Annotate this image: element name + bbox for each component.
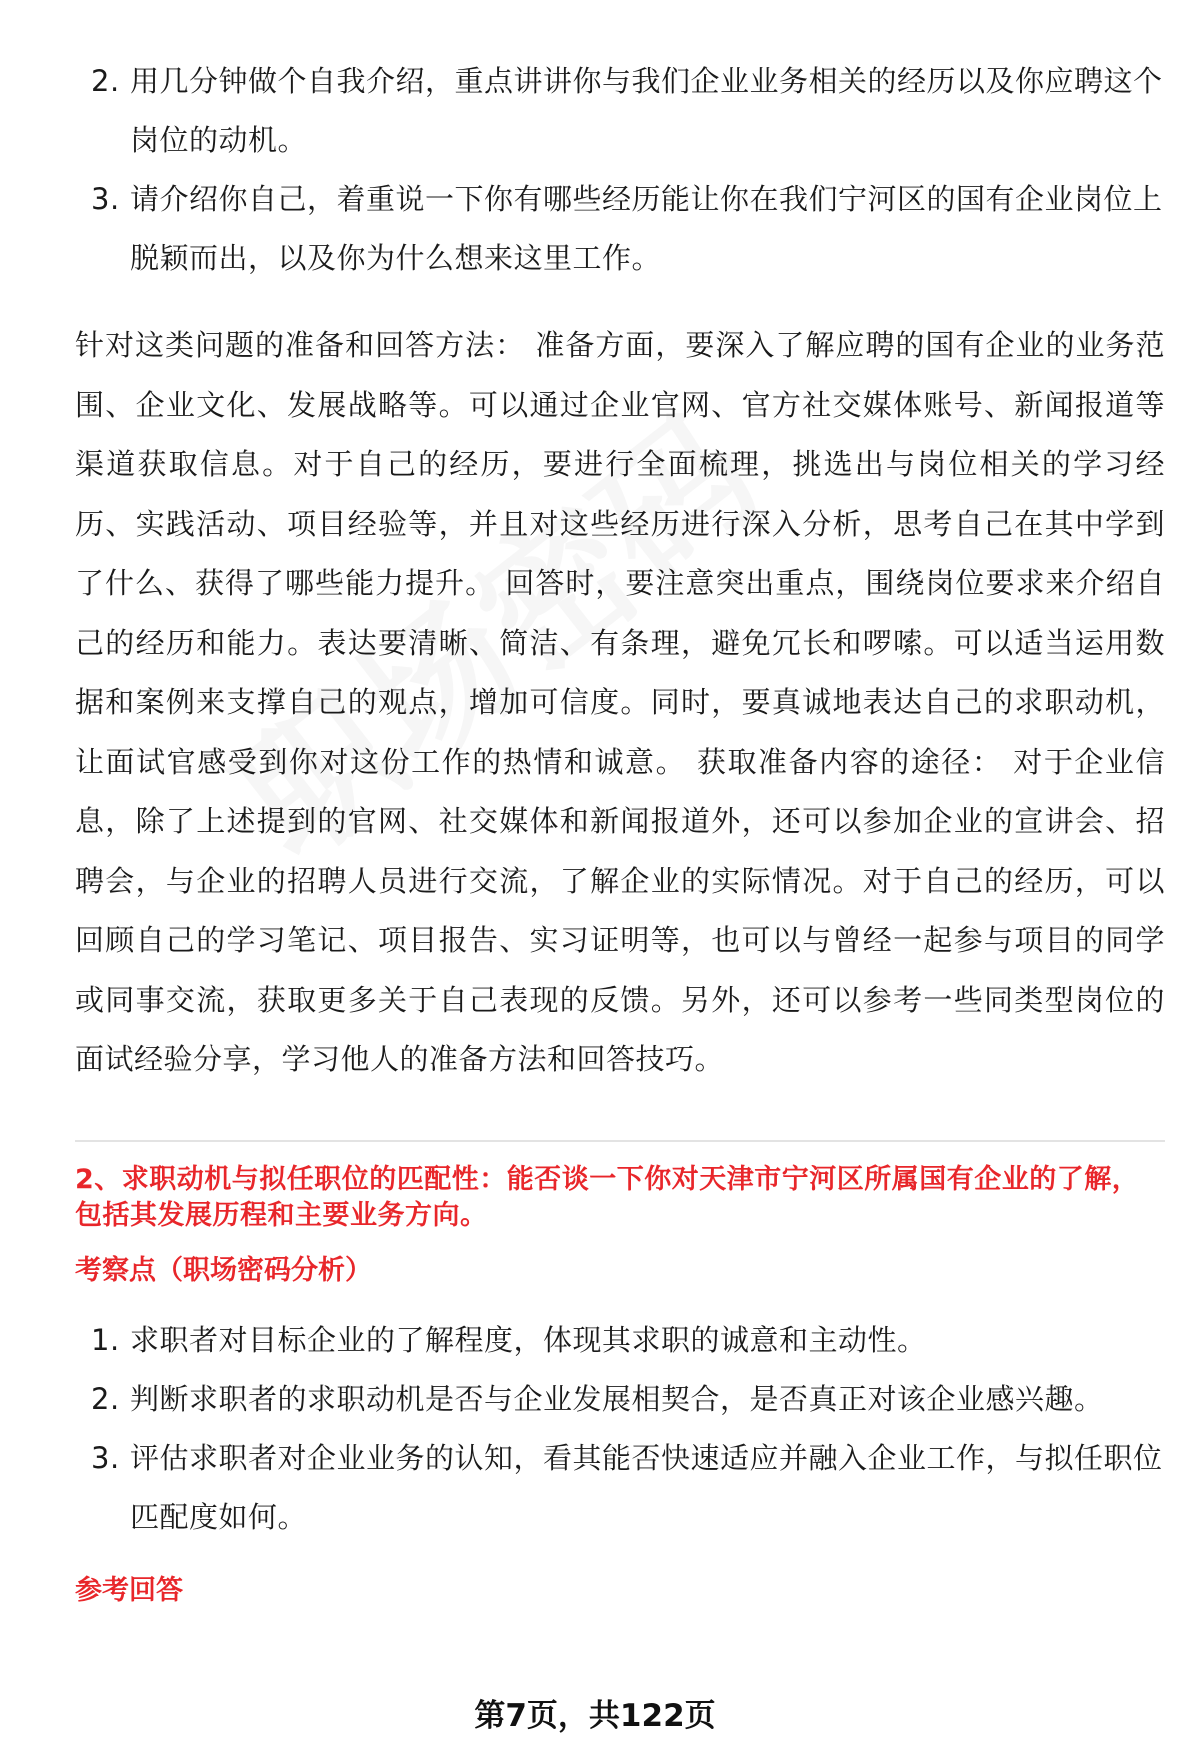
list-item bbox=[75, 1370, 1165, 1429]
list-number: 3. bbox=[91, 182, 120, 216]
list-item bbox=[75, 1429, 1165, 1547]
list-number: 2. bbox=[91, 1381, 120, 1416]
list-number: 1. bbox=[91, 1322, 120, 1357]
page-content bbox=[75, 52, 1165, 1609]
list-text: 求职者对目标企业的了解程度，体现其求职的诚意和主动性。 bbox=[130, 1322, 927, 1357]
list-number: 2. bbox=[91, 64, 120, 98]
list-text: 请介绍你自己，着重说一下你有哪些经历能让你在我们宁河区的国有企业岗位上脱颖而出，以及你为什么想来这里工作。 bbox=[130, 182, 1163, 275]
list-number: 3. bbox=[91, 1440, 120, 1475]
list-item bbox=[75, 52, 1165, 170]
question-list bbox=[75, 52, 1165, 288]
question-heading: 2、求职动机与拟任职位的匹配性：能否谈一下你对天津市宁河区所属国有企业的了解，包括其发展历程和主要业务方向。 bbox=[75, 1163, 1140, 1231]
page-footer: 第7页，共122页 bbox=[474, 1698, 716, 1734]
list-item bbox=[75, 170, 1165, 288]
body-paragraph: 针对这类问题的准备和回答方法： 准备方面，要深入了解应聘的国有企业的业务范围、企业文化、发展战略等。可以通过企业官网、官方社交媒体账号、新闻报道等渠道获取信息。对于自己的经历，要进行全面梳理，挑选出与岗位相关的学习经历、实践活动、项目经验等，并且对这些经历进行深入分析，思考自己在其中学到了什么、获得了哪些能力提升。 回答时，要注意突出重点，围绕岗位要求来介绍自己的经历和能力。表达要清晰、简洁、有条理，避免冗长和啰嗦。可以适当运用数据和案例来支撑自己的观点，增加可信度。同时，要真诚地表达自己的求职动机，让面试官感受到你对这份工作的热情和诚意。 获取准备内容的途径： 对于企业信息，除了上述提到的官网、社交媒体和新闻报道外，还可以参加企业的宣讲会、招聘会，与企业的招聘人员进行交流，了解企业的实际情况。对于自己的经历，可以回顾自己的学习笔记、项目报告、实习证明等，也可以与曾经一起参与项目的同学或同事交流，获取更多关于自己表现的反馈。另外，还可以参考一些同类型岗位的面试经验分享，学习他人的准备方法和回答技巧。 bbox=[75, 328, 1165, 1076]
answer-label: 参考回答 bbox=[75, 1574, 183, 1606]
list-text: 评估求职者对企业业务的认知，看其能否快速适应并融入企业工作，与拟任职位匹配度如何。 bbox=[130, 1440, 1163, 1534]
focus-label: 考察点（职场密码分析） bbox=[75, 1254, 372, 1286]
list-text: 用几分钟做个自我介绍，重点讲讲你与我们企业业务相关的经历以及你应聘这个岗位的动机。 bbox=[130, 64, 1163, 157]
list-item bbox=[75, 1311, 1165, 1370]
list-text: 判断求职者的求职动机是否与企业发展相契合，是否真正对该企业感兴趣。 bbox=[130, 1381, 1104, 1416]
focus-list bbox=[75, 1311, 1165, 1547]
section-divider bbox=[75, 1140, 1165, 1142]
